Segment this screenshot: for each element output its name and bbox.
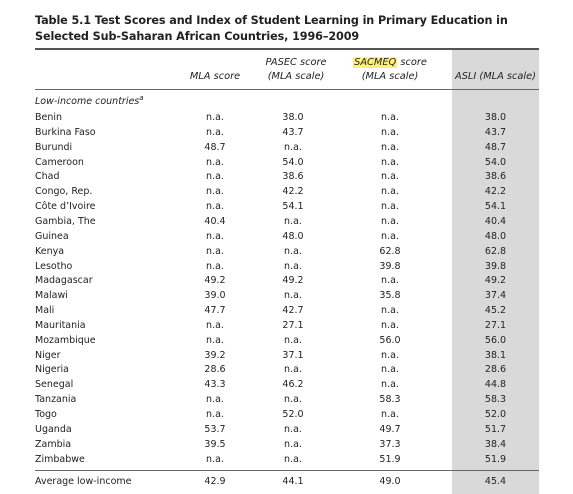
country-cell: Madagascar <box>35 275 93 287</box>
asli-cell: 39.8 <box>484 260 507 272</box>
table-row <box>0 140 573 155</box>
sacmeq-cell: n.a. <box>381 379 399 391</box>
country-cell: Kenya <box>35 245 65 257</box>
asli-cell: 43.7 <box>484 126 507 138</box>
sacmeq-cell: n.a. <box>381 230 399 242</box>
asli-cell: 56.0 <box>484 334 507 346</box>
sacmeq-cell: n.a. <box>381 156 399 168</box>
asli-cell: 54.1 <box>484 201 507 213</box>
pasec-cell: n.a. <box>284 394 302 406</box>
country-cell: Côte d’Ivoire <box>35 201 96 213</box>
sacmeq-cell: n.a. <box>381 112 399 123</box>
asli-cell: 49.2 <box>484 275 507 287</box>
pasec-cell: 42.2 <box>282 186 304 198</box>
average-row <box>0 474 573 489</box>
table-row <box>0 452 573 467</box>
pasec-cell: n.a. <box>284 364 302 376</box>
pasec-cell: 42.7 <box>282 305 304 317</box>
sacmeq-cell: 49.7 <box>379 423 401 435</box>
sacmeq-cell: n.a. <box>381 171 399 183</box>
sacmeq-cell: 56.0 <box>379 334 401 346</box>
table-row <box>0 244 573 259</box>
sacmeq-cell: 37.3 <box>379 438 401 450</box>
sacmeq-cell: n.a. <box>381 275 399 287</box>
country-cell: Cameroon <box>35 156 84 168</box>
sacmeq-cell: n.a. <box>381 201 399 213</box>
mla-cell: n.a. <box>206 334 224 346</box>
mla-cell: 39.5 <box>204 438 226 450</box>
sacmeq-cell: n.a. <box>381 186 399 198</box>
sacmeq-cell: 39.8 <box>379 260 401 272</box>
mla-cell: n.a. <box>206 171 224 183</box>
average-sacmeq: 49.0 <box>379 476 401 487</box>
mla-cell: n.a. <box>206 112 224 123</box>
asli-cell: 58.3 <box>484 394 507 406</box>
mla-cell: 39.0 <box>204 290 226 302</box>
sacmeq-cell: n.a. <box>381 409 399 420</box>
header-pasec-line1: PASEC score <box>265 57 327 68</box>
mla-cell: n.a. <box>206 409 224 420</box>
asli-cell: 51.7 <box>484 423 507 435</box>
country-cell: Zambia <box>35 438 72 450</box>
table-row <box>0 392 573 407</box>
asli-cell: 37.4 <box>484 290 507 302</box>
average-pasec: 44.1 <box>282 476 304 487</box>
pasec-cell: 38.6 <box>282 171 304 183</box>
mla-cell: 53.7 <box>204 423 226 435</box>
mla-cell: 39.2 <box>204 349 226 361</box>
table-row <box>0 110 573 125</box>
country-cell: Uganda <box>35 423 72 435</box>
country-cell: Malawi <box>35 290 68 302</box>
asli-cell: 48.7 <box>484 141 507 153</box>
pasec-cell: 54.1 <box>282 201 304 213</box>
total-rule <box>35 470 539 471</box>
sacmeq-cell: n.a. <box>381 215 399 227</box>
country-cell: Mauritania <box>35 319 86 331</box>
header-pasec <box>258 56 334 84</box>
pasec-cell: 48.0 <box>282 230 304 242</box>
header-rule <box>35 89 539 90</box>
table-row <box>0 407 573 422</box>
table-row <box>0 273 573 288</box>
sacmeq-cell: 58.3 <box>379 394 401 406</box>
pasec-cell: 49.2 <box>282 275 304 287</box>
pasec-cell: n.a. <box>284 141 302 153</box>
sacmeq-cell: n.a. <box>381 349 399 361</box>
country-cell: Chad <box>35 171 60 183</box>
sacmeq-cell: 51.9 <box>379 453 401 465</box>
asli-cell: 38.1 <box>484 349 507 361</box>
top-rule <box>35 48 539 50</box>
table-row <box>0 377 573 392</box>
country-cell: Gambia, The <box>35 215 96 227</box>
country-cell: Burkina Faso <box>35 126 96 138</box>
asli-cell: 28.6 <box>484 364 507 376</box>
pasec-cell: n.a. <box>284 260 302 272</box>
pasec-cell: 52.0 <box>282 409 304 420</box>
mla-cell: n.a. <box>206 245 224 257</box>
asli-cell: 48.0 <box>484 230 507 242</box>
mla-cell: n.a. <box>206 319 224 331</box>
pasec-cell: n.a. <box>284 453 302 465</box>
asli-cell: 52.0 <box>484 409 507 420</box>
group-label <box>35 94 144 107</box>
pasec-cell: n.a. <box>284 438 302 450</box>
mla-cell: 28.6 <box>204 364 226 376</box>
header-asli: ASLI (MLA scale) <box>455 71 536 82</box>
table-row <box>0 422 573 437</box>
table-row <box>0 362 573 377</box>
average-asli: 45.4 <box>484 476 507 487</box>
pasec-cell: 27.1 <box>282 319 304 331</box>
pasec-cell: 38.0 <box>282 112 304 123</box>
asli-cell: 27.1 <box>484 319 507 331</box>
header-sacmeq-rest: score <box>397 57 427 68</box>
asli-cell: 38.6 <box>484 171 507 183</box>
table-row <box>0 348 573 363</box>
country-cell: Mozambique <box>35 334 96 346</box>
mla-cell: 43.3 <box>204 379 226 391</box>
pasec-cell: n.a. <box>284 423 302 435</box>
table-row <box>0 214 573 229</box>
mla-cell: n.a. <box>206 186 224 198</box>
country-cell: Zimbabwe <box>35 453 85 465</box>
table-row <box>0 125 573 140</box>
table-row <box>0 333 573 348</box>
asli-cell: 42.2 <box>484 186 507 198</box>
table-row <box>0 199 573 214</box>
table-row <box>0 437 573 452</box>
mla-cell: n.a. <box>206 156 224 168</box>
sacmeq-cell: n.a. <box>381 126 399 138</box>
country-cell: Mali <box>35 305 55 317</box>
mla-cell: 49.2 <box>204 275 226 287</box>
pasec-cell: 43.7 <box>282 126 304 138</box>
sacmeq-cell: n.a. <box>381 319 399 331</box>
header-sacmeq-line1 <box>349 56 431 70</box>
group-footnote-marker: a <box>139 94 144 102</box>
country-cell: Guinea <box>35 230 69 242</box>
table-row <box>0 184 573 199</box>
asli-cell: 38.4 <box>484 438 507 450</box>
header-pasec-line2: (MLA scale) <box>267 71 325 82</box>
table-title: Table 5.1 Test Scores and Index of Student Learning in Primary Education in Selected Sub-Saharan African Countries, 1996–2009 <box>35 14 508 43</box>
mla-cell: 40.4 <box>204 215 226 227</box>
sacmeq-cell: n.a. <box>381 141 399 153</box>
country-cell: Niger <box>35 349 61 361</box>
country-cell: Benin <box>35 112 63 123</box>
asli-cell: 44.8 <box>484 379 507 391</box>
table-row <box>0 155 573 170</box>
table-row <box>0 288 573 303</box>
pasec-cell: 37.1 <box>282 349 304 361</box>
asli-cell: 62.8 <box>484 245 507 257</box>
header-mla: MLA score <box>189 71 241 82</box>
mla-cell: n.a. <box>206 453 224 465</box>
header-sacmeq-line2: (MLA scale) <box>361 71 419 82</box>
asli-cell: 40.4 <box>484 215 507 227</box>
mla-cell: n.a. <box>206 126 224 138</box>
pasec-cell: n.a. <box>284 245 302 257</box>
pasec-cell: n.a. <box>284 334 302 346</box>
country-cell: Congo, Rep. <box>35 186 93 198</box>
table-row <box>0 229 573 244</box>
header-sacmeq <box>349 56 431 84</box>
mla-cell: 47.7 <box>204 305 226 317</box>
country-cell: Nigeria <box>35 364 69 376</box>
sacmeq-cell: n.a. <box>381 364 399 376</box>
sacmeq-highlight: SACMEQ <box>354 57 397 68</box>
table-row <box>0 169 573 184</box>
country-cell: Lesotho <box>35 260 73 272</box>
mla-cell: n.a. <box>206 230 224 242</box>
mla-cell: n.a. <box>206 394 224 406</box>
pasec-cell: n.a. <box>284 215 302 227</box>
asli-cell: 51.9 <box>484 453 507 465</box>
country-cell: Burundi <box>35 141 73 153</box>
sacmeq-cell: 35.8 <box>379 290 401 302</box>
average-mla: 42.9 <box>204 476 226 487</box>
average-label: Average low-income <box>35 476 132 487</box>
country-cell: Togo <box>35 409 57 420</box>
sacmeq-cell: 62.8 <box>379 245 401 257</box>
table-row <box>0 259 573 274</box>
table-row <box>0 303 573 318</box>
pasec-cell: 46.2 <box>282 379 304 391</box>
mla-cell: n.a. <box>206 260 224 272</box>
asli-cell: 38.0 <box>484 112 507 123</box>
mla-cell: n.a. <box>206 201 224 213</box>
pasec-cell: n.a. <box>284 290 302 302</box>
pasec-cell: 54.0 <box>282 156 304 168</box>
asli-cell: 54.0 <box>484 156 507 168</box>
mla-cell: 48.7 <box>204 141 226 153</box>
asli-cell: 45.2 <box>484 305 507 317</box>
country-cell: Senegal <box>35 379 74 391</box>
group-label-text: Low-income countries <box>35 96 140 108</box>
country-cell: Tanzania <box>35 394 77 406</box>
sacmeq-cell: n.a. <box>381 305 399 317</box>
table-row <box>0 318 573 333</box>
